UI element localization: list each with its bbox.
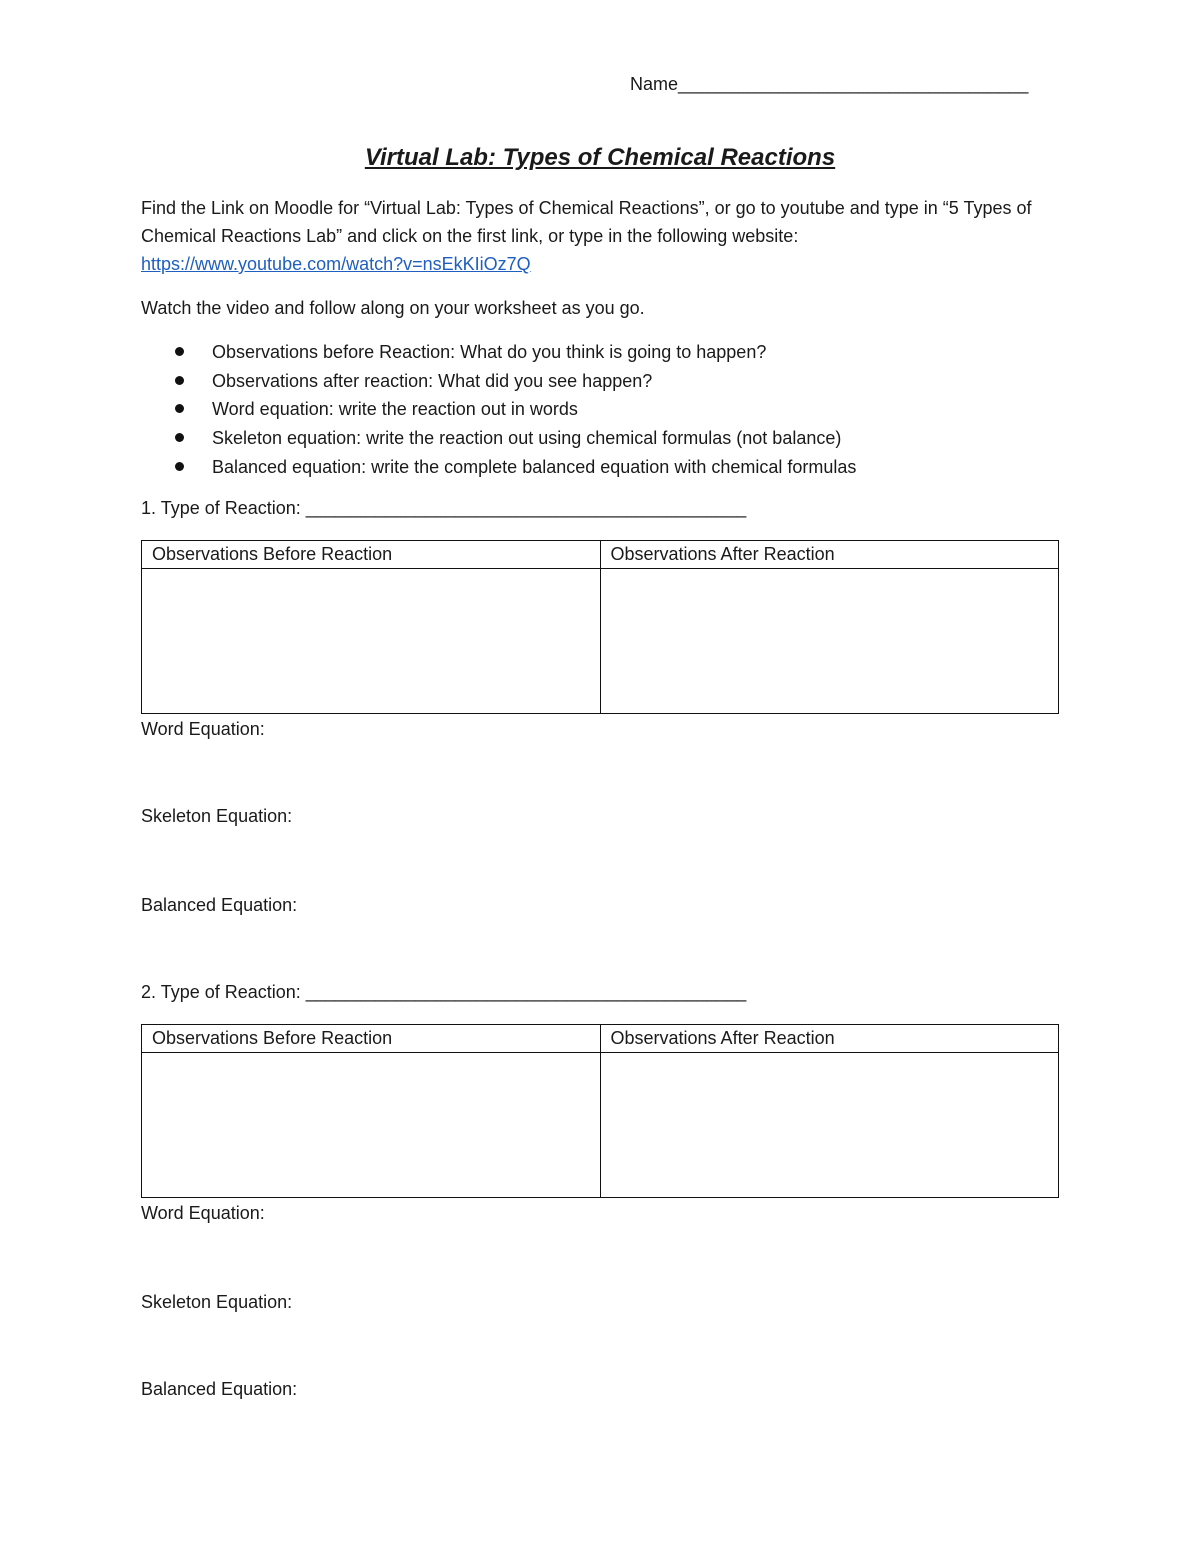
list-item	[141, 338, 1061, 367]
reaction-1-observations-table	[141, 540, 1059, 714]
observations-before-cell[interactable]	[142, 1053, 601, 1198]
reaction-1-skeleton-equation-label: Skeleton Equation:	[141, 806, 293, 826]
bullet-icon	[175, 433, 184, 442]
reaction-1-word-equation-label: Word Equation:	[141, 719, 265, 739]
watch-instruction: Watch the video and follow along on your worksheet as you go.	[141, 298, 645, 318]
list-item	[141, 424, 1061, 453]
list-item-text: Observations before Reaction: What do you think is going to happen?	[212, 342, 767, 362]
observations-after-cell[interactable]	[600, 1053, 1059, 1198]
observations-after-header: Observations After Reaction	[600, 541, 1059, 569]
bullet-icon	[175, 404, 184, 413]
intro-paragraph	[141, 194, 1061, 278]
intro-text: Find the Link on Moodle for “Virtual Lab: Types of Chemical Reactions”, or go to youtube and type in “5 Types of Chemical Reactions Lab” and click on the first link, or type in the following website:	[141, 198, 1032, 246]
instruction-list	[141, 338, 1061, 481]
bullet-icon	[175, 462, 184, 471]
observations-after-header: Observations After Reaction	[600, 1025, 1059, 1053]
reaction-1-balanced-equation-label: Balanced Equation:	[141, 895, 298, 915]
list-item-text: Word equation: write the reaction out in words	[212, 399, 578, 420]
page-title: Virtual Lab: Types of Chemical Reactions	[364, 144, 836, 171]
list-item	[141, 367, 1061, 396]
list-item-text: Balanced equation: write the complete balanced equation with chemical formulas	[212, 456, 857, 477]
reaction-2-balanced-equation-label: Balanced Equation:	[141, 1379, 298, 1399]
youtube-link[interactable]: https://www.youtube.com/watch?v=nsEkKIiOz7Q	[141, 254, 531, 274]
reaction-2-skeleton-equation-label: Skeleton Equation:	[141, 1292, 293, 1312]
reaction-2-word-equation-label: Word Equation:	[141, 1203, 265, 1223]
observations-before-header: Observations Before Reaction	[142, 541, 601, 569]
list-item	[141, 395, 1061, 424]
reaction-1-type-label: 1. Type of Reaction: ____________________________________________	[141, 498, 747, 518]
bullet-icon	[175, 347, 184, 356]
observations-before-header: Observations Before Reaction	[142, 1025, 601, 1053]
observations-before-cell[interactable]	[142, 569, 601, 714]
list-item-text: Skeleton equation: write the reaction out using chemical formulas (not balance)	[212, 428, 842, 449]
list-item	[141, 453, 1061, 482]
reaction-2-observations-table	[141, 1024, 1059, 1198]
name-field-label: Name___________________________________	[630, 74, 1029, 94]
observations-after-cell[interactable]	[600, 569, 1059, 714]
bullet-icon	[175, 376, 184, 385]
reaction-2-type-label: 2. Type of Reaction: ____________________________________________	[141, 982, 747, 1002]
list-item-text: Observations after reaction: What did you see happen?	[212, 370, 653, 391]
